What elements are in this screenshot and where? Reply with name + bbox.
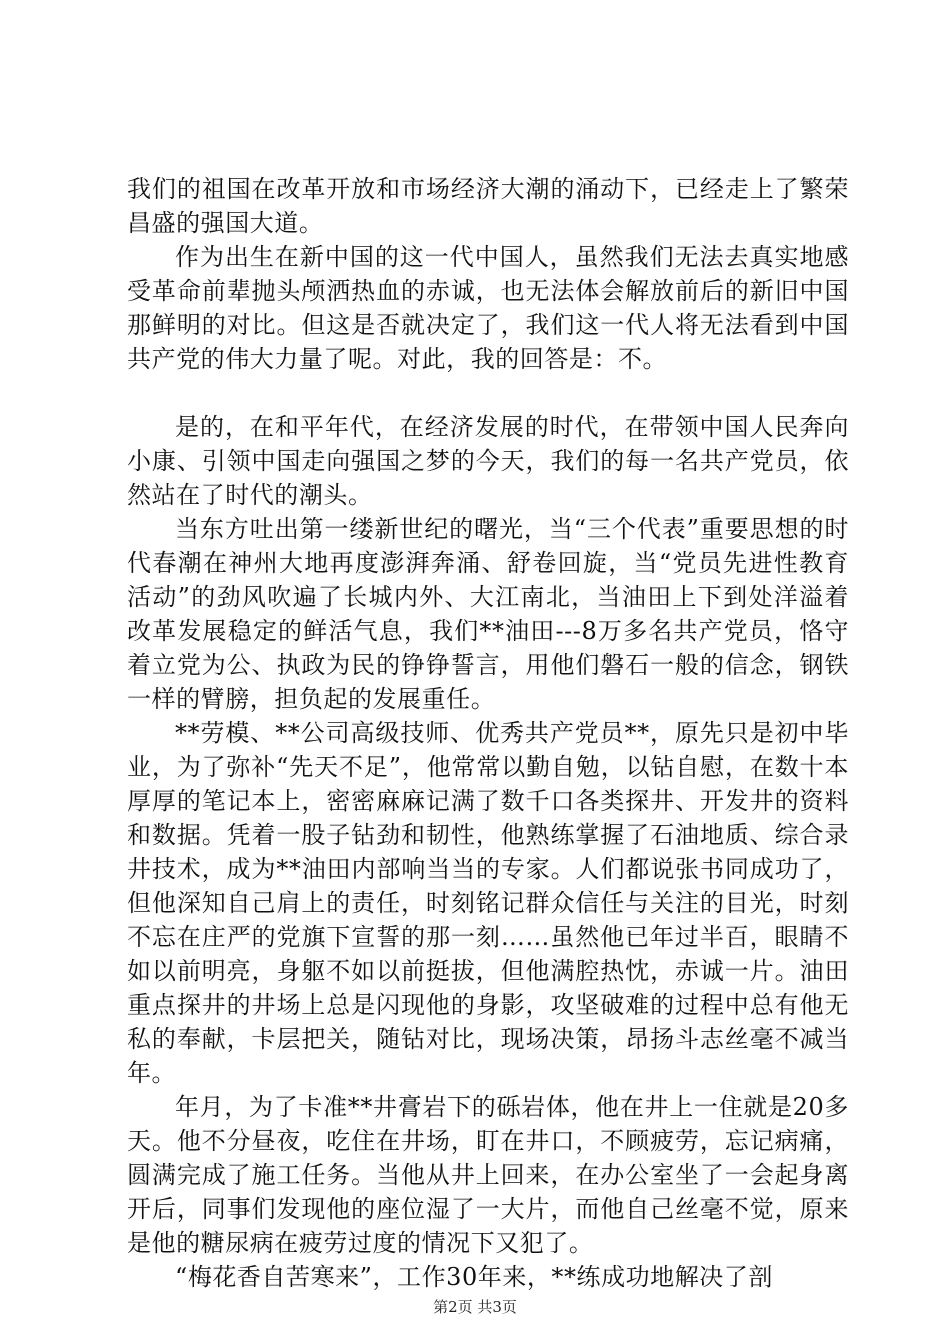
paragraph-6: 年月，为了卡准**井膏岩下的砾岩体，他在井上一住就是20多天。他不分昼夜，吃住在井场，盯在井口，不顾疲劳，忘记病痛，圆满完成了施工任务。当他从井上回来，在办公室坐了一会起身离开后，同事们发现他的座位湿了一大片，而他自己丝毫不觉，原来是他的糖尿病在疲劳过度的情况下又犯了。 xyxy=(127,1093,849,1257)
paragraph-1: 我们的祖国在改革开放和市场经济大潮的涌动下，已经走上了繁荣昌盛的强国大道。 xyxy=(127,175,849,237)
paragraph-gap xyxy=(127,376,849,410)
paragraph-3: 是的，在和平年代，在经济发展的时代，在带领中国人民奔向小康、引领中国走向强国之梦的今天，我们的每一名共产党员，依然站在了时代的潮头。 xyxy=(127,413,849,509)
paragraph-5: **劳模、**公司高级技师、优秀共产党员**，原先只是初中毕业，为了弥补“先天不足”，他常常以勤自勉，以钻自慰，在数十本厚厚的笔记本上，密密麻麻记满了数千口各类探井、开发井的资料和数据。凭着一股子钻劲和韧性，他熟练掌握了石油地质、综合录井技术，成为**油田内部响当当的专家。人们都说张书同成功了，但他深知自己肩上的责任，时刻铭记群众信任与关注的目光，时刻不忘在庄严的党旗下宣誓的那一刻……虽然他已年过半百，眼睛不如以前明亮，身躯不如以前挺拔，但他满腔热忱，赤诚一片。油田重点探井的井场上总是闪现他的身影，攻坚破难的过程中总有他无私的奉献，卡层把关，随钻对比，现场决策，昂扬斗志丝毫不减当年。 xyxy=(127,719,849,1087)
page-number: 第2页 共3页 xyxy=(433,1298,517,1316)
document-body xyxy=(127,172,849,1294)
page-footer xyxy=(0,1296,950,1317)
paragraph-2: 作为出生在新中国的这一代中国人，虽然我们无法去真实地感受革命前辈抛头颅洒热血的赤诚，也无法体会解放前后的新旧中国那鲜明的对比。但这是否就决定了，我们这一代人将无法看到中国共产党的伟大力量了呢。对此，我的回答是：不。 xyxy=(127,243,849,373)
paragraph-4: 当东方吐出第一缕新世纪的曙光，当“三个代表”重要思想的时代春潮在神州大地再度澎湃奔涌、舒卷回旋，当“党员先进性教育活动”的劲风吹遍了长城内外、大江南北，当油田上下到处洋溢着改革发展稳定的鲜活气息，我们**油田---8万多名共产党员，恪守着立党为公、执政为民的铮铮誓言，用他们磐石一般的信念，钢铁一样的臂膀，担负起的发展重任。 xyxy=(127,515,849,713)
paragraph-7: “梅花香自苦寒来”，工作30年来，**练成功地解决了剖 xyxy=(175,1263,773,1291)
